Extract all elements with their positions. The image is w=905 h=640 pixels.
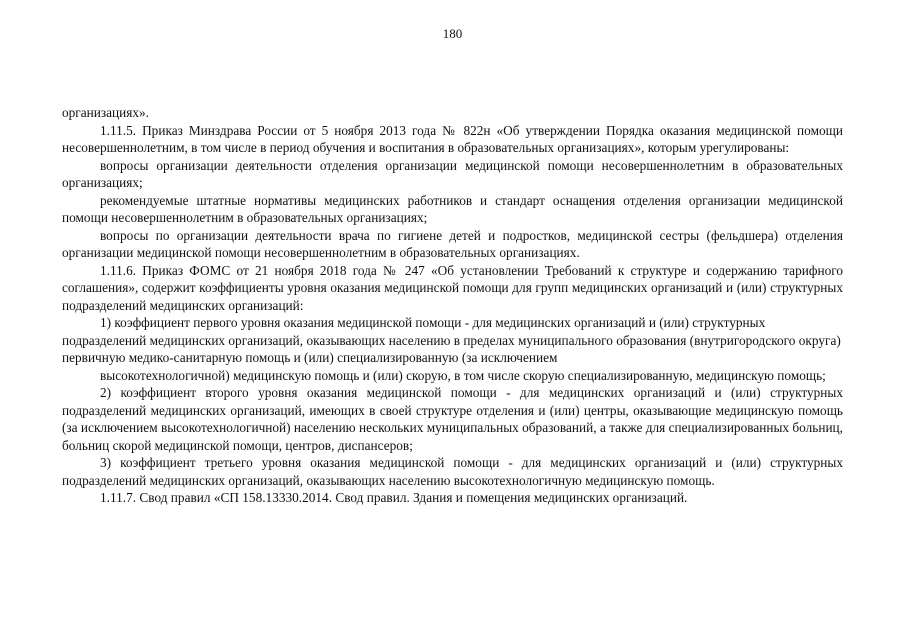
paragraph-list-item: вопросы организации деятельности отделения организации медицинской помощи несовершеннолетним в образовательных организациях;	[62, 157, 843, 190]
paragraph-item-1-11-7: 1.11.7. Свод правил «СП 158.13330.2014. Свод правил. Здания и помещения медицинских организаций.	[100, 490, 688, 505]
paragraph-continuation: организациях».	[62, 105, 150, 120]
paragraph-coefficient-2: 2) коэффициент второго уровня оказания медицинской помощи - для медицинских организаций и (или) структурных подразделений медицинских организаций, имеющих в своей структуре отделения и (или) центры, оказывающие медицинскую помощь (за исключением высокотехнологичной) населению нескольких муниципальных образований, а также для специализированных больниц, больниц скорой медицинской помощи, центров, диспансеров;	[62, 385, 843, 453]
paragraph-list-item: рекомендуемые штатные нормативы медицинских работников и стандарт оснащения отделения организации медицинской помощи несовершеннолетним в образовательных организациях;	[62, 192, 843, 225]
paragraph-item-1-11-6: 1.11.6. Приказ ФОМС от 21 ноября 2018 года № 247 «Об установлении Требований к структуре и содержанию тарифного соглашения», содержит коэффициенты уровня оказания медицинской помощи для групп медицинских организаций и (или) структурных подразделений медицинских организаций:	[62, 262, 843, 313]
paragraph-item-1-11-5: 1.11.5. Приказ Минздрава России от 5 ноября 2013 года № 822н «Об утверждении Порядка оказания медицинской помощи несовершеннолетним, в том числе в период обучения и воспитания в образовательных организациях», которым урегулированы:	[62, 122, 843, 155]
paragraph-list-item: вопросы по организации деятельности врача по гигиене детей и подростков, медицинской сестры (фельдшера) отделения организации медицинской помощи несовершеннолетним в образовательных организациях.	[62, 227, 843, 260]
paragraph-coefficient-3: 3) коэффициент третьего уровня оказания медицинской помощи - для медицинских организаций и (или) структурных подразделений медицинских организаций, оказывающих населению высокотехнологичную медицинскую помощь.	[62, 455, 843, 488]
document-body	[62, 104, 843, 507]
paragraph-coefficient-1-continued: высокотехнологичной) медицинскую помощь и (или) скорую, в том числе скорую специализированную, медицинскую помощь;	[100, 367, 826, 383]
page-number: 180	[442, 26, 463, 41]
paragraph-coefficient-1: 1) коэффициент первого уровня оказания медицинской помощи - для медицинских организаций и (или) структурных подразделений медицинских организаций, оказывающих населению в пределах муниципального образования (внутригородского округа) первичную медико-санитарную помощь и (или) специализированную (за исключением	[62, 315, 841, 365]
